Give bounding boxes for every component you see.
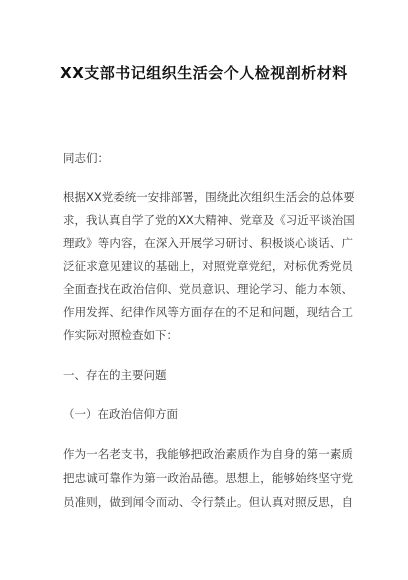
body-line: 把忠诚可靠作为第一政治品德。思想上，能够始终坚守党 [63, 471, 353, 485]
intro-line: 全面查找在政治信仰、党员意识、理论学习、能力本领、 [63, 282, 353, 296]
intro-line: 泛征求意见建议的基础上，对照党章党纪，对标优秀党员 [63, 259, 353, 273]
subsection-heading: （一）在政治信仰方面 [63, 407, 178, 421]
intro-line: 根据XX党委统一安排部署，围绕此次组织生活会的总体要 [63, 190, 355, 204]
intro-line: 作用发挥、纪律作风等方面存在的不足和问题，现结合工 [63, 305, 353, 319]
intro-line: 作实际对照检查如下： [63, 328, 178, 342]
intro-line: 求，我认真自学了党的XX大精神、党章及《习近平谈治国 [63, 213, 355, 227]
document-title: XX支部书记组织生活会个人检视剖析材料 [60, 64, 348, 82]
salutation: 同志们： [63, 151, 109, 165]
intro-line: 理政》等内容，在深入开展学习研讨、积极谈心谈话、广 [63, 236, 353, 250]
section-heading: 一、存在的主要问题 [63, 368, 167, 382]
body-line: 员准则，做到闻令而动、令行禁止。但认真对照反思，自 [63, 495, 353, 509]
body-line: 作为一名老支书，我能够把政治素质作为自身的第一素质 [63, 447, 353, 461]
